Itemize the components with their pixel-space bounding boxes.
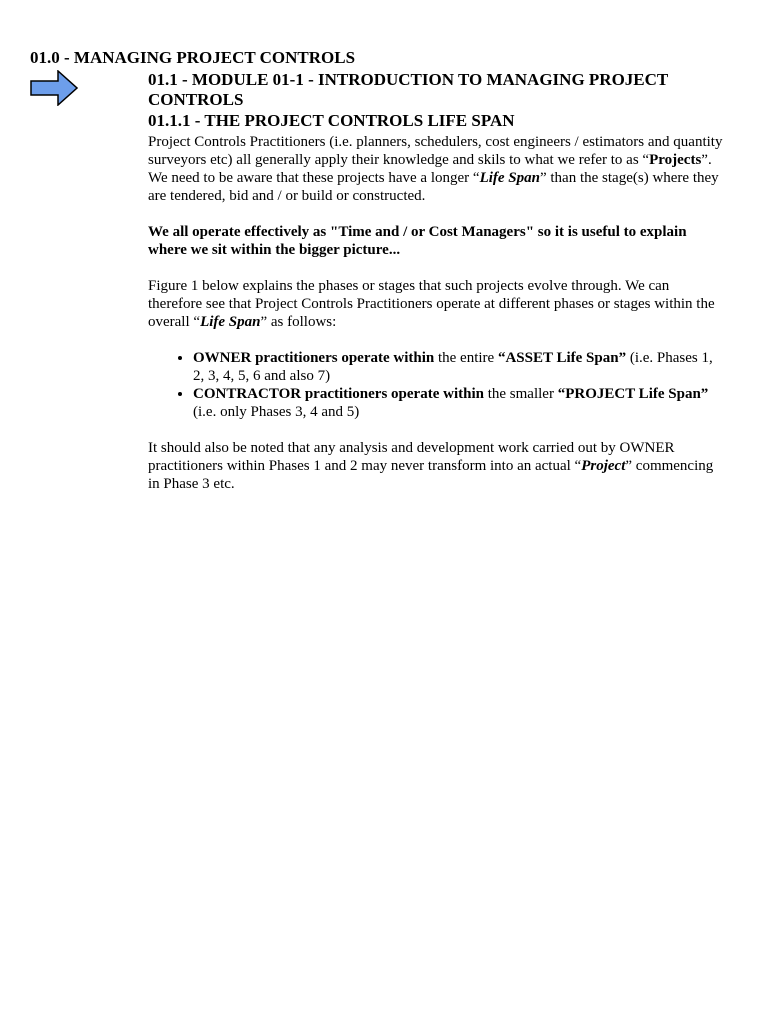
bold-italic-text: Project bbox=[581, 458, 626, 474]
text-run: Project Controls Practitioners (i.e. planners, schedulers, cost engineers / estimators and quantity surveyors etc) all generally apply their knowledge and skils to what we refer to as “ bbox=[148, 134, 723, 168]
intro-paragraph bbox=[148, 133, 723, 205]
bold-text: We all operate effectively as "Time and / or Cost Managers" so it is useful to explain where we sit within the bigger picture... bbox=[148, 224, 687, 258]
text-run: It should also be noted that any analysis and development work carried out by OWNER practitioners within Phases 1 and 2 may never transform into an actual “ bbox=[148, 440, 675, 474]
practitioner-list bbox=[148, 349, 723, 421]
text-run: (i.e. Phases 1, 2, 3, 4, 5, 6 and also 7) bbox=[193, 350, 713, 384]
bold-text: “ASSET Life Span” bbox=[497, 350, 627, 366]
subsection-heading: 01.1.1 - THE PROJECT CONTROLS LIFE SPAN bbox=[148, 111, 515, 130]
right-arrow-icon bbox=[30, 70, 78, 106]
bold-italic-text: Life Span bbox=[479, 170, 540, 186]
bold-text: OWNER practitioners operate within bbox=[193, 350, 435, 366]
bold-text: Projects bbox=[649, 152, 702, 168]
figure-paragraph bbox=[148, 277, 723, 331]
text-run: ” as follows: bbox=[260, 314, 337, 330]
bold-text: CONTRACTOR practitioners operate within bbox=[193, 386, 484, 402]
text-run: the entire bbox=[434, 350, 498, 366]
list-item bbox=[193, 349, 723, 385]
bold-text: “PROJECT Life Span” bbox=[557, 386, 709, 402]
list-item bbox=[193, 385, 723, 421]
emphasis-paragraph bbox=[148, 223, 723, 259]
text-run: the smaller bbox=[483, 386, 558, 402]
text-run: ” commencing in Phase 3 etc. bbox=[148, 458, 714, 492]
text-run: (i.e. only Phases 3, 4 and 5) bbox=[193, 404, 360, 420]
text-run: ” than the stage(s) where they are tendered, bid and / or build or constructed. bbox=[148, 170, 719, 204]
closing-paragraph bbox=[148, 439, 723, 493]
section-heading: 01.0 - MANAGING PROJECT CONTROLS bbox=[30, 48, 356, 67]
text-run: Figure 1 below explains the phases or stages that such projects evolve through. We can therefore see that Project Controls Practitioners operate at different phases or stages within the overall “ bbox=[148, 278, 715, 330]
bold-italic-text: Life Span bbox=[200, 314, 261, 330]
module-heading: 01.1 - MODULE 01-1 - INTRODUCTION TO MANAGING PROJECT CONTROLS bbox=[148, 70, 668, 109]
text-run: ”. We need to be aware that these projects have a longer “ bbox=[148, 152, 712, 186]
document-content bbox=[148, 70, 723, 511]
